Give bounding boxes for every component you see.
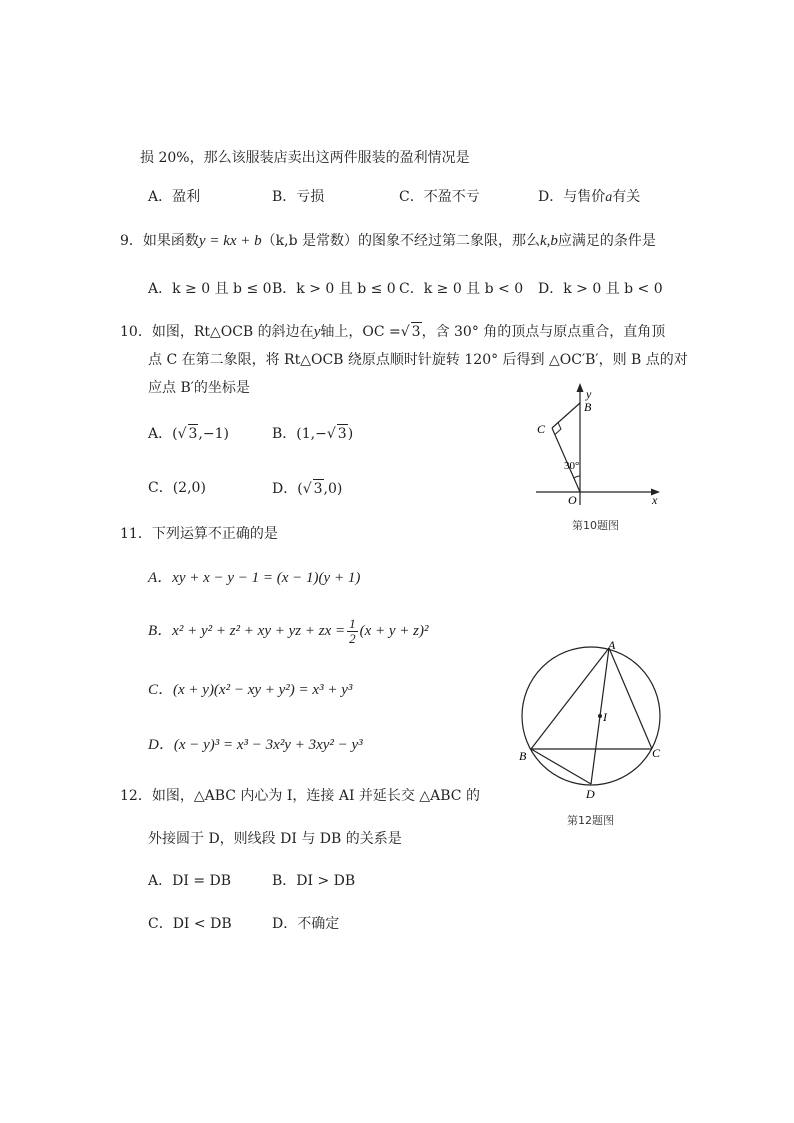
q10-a-sqrt: 3: [188, 426, 198, 442]
q10-l1d: ，含 30° 角的顶点与原点重合，直角顶: [421, 324, 666, 340]
q8-stem-line: 损 20%，那么该服装店卖出这两件服装的盈利情况是: [140, 150, 470, 166]
q9-vars: k,b: [540, 233, 558, 249]
q9-option-a: A．k ≥ 0 且 b ≤ 0: [148, 281, 272, 297]
q12-option-c: C．DI < DB: [148, 916, 232, 932]
fig12-label-i: I: [603, 710, 607, 724]
q9-option-d: D．k > 0 且 b < 0: [538, 281, 663, 297]
fig10-label-o: O: [568, 493, 577, 507]
fig12-circumcircle: [522, 647, 660, 785]
fig12-side-ac: [609, 648, 652, 749]
q10-a-post: ,−1): [198, 426, 229, 442]
figure-12: [514, 636, 674, 806]
q11-stem: 11．下列运算不正确的是: [120, 526, 278, 542]
q10-b-post: ): [347, 426, 354, 442]
q8-option-d: [538, 188, 640, 207]
q9-option-b: B．k > 0 且 b ≤ 0: [272, 281, 396, 297]
fig12-label-b: B: [519, 749, 527, 763]
q12-option-a: A．DI = DB: [148, 873, 232, 889]
q11-b-num: 1: [349, 616, 356, 631]
q11-option-d: D．(x − y)³ = x³ − 3x²y + 3xy² − y³: [148, 737, 363, 753]
fig10-label-y: y: [586, 387, 592, 401]
q10-a-pre: A．(: [148, 426, 178, 442]
q8-d-var: a: [605, 190, 613, 205]
q11-option-b: [148, 617, 429, 646]
q10-line-3: 应点 B′的坐标是: [148, 380, 250, 396]
q11-b-fraction: [347, 617, 358, 646]
fig10-label-x: x: [652, 493, 658, 507]
fig10-caption: 第10题图: [572, 519, 619, 532]
q10-l1b: y: [313, 324, 321, 340]
q9-stem-mid: （k,b 是常数）的图象不经过第二象限，那么: [261, 233, 540, 249]
q12-line-2: 外接圆于 D，则线段 DI 与 DB 的关系是: [148, 831, 402, 847]
q12-option-b: B．DI > DB: [272, 873, 356, 889]
q8-d-prefix: D．与售价: [538, 189, 606, 205]
q10-option-b: B．(1,−√ 3): [272, 426, 354, 442]
q11-b-post: (x + y + z)²: [359, 622, 429, 639]
figure-10: [530, 380, 670, 510]
q10-line-1: [120, 322, 665, 341]
fig12-caption: 第12题图: [567, 814, 614, 827]
q10-l1a: 10．如图，Rt△OCB 的斜边在: [120, 324, 314, 340]
fig12-label-c: C: [652, 746, 661, 760]
fig10-y-arrow: [577, 383, 584, 392]
q12-line-1: 12．如图，△ABC 内心为 I，连接 AI 并延长交 △ABC 的: [120, 788, 480, 804]
q8-d-suffix: 有关: [612, 189, 641, 205]
fig12-label-a: A: [608, 638, 616, 652]
q8-option-b: B．亏损: [272, 189, 325, 205]
q8-option-c: C．不盈不亏: [399, 189, 480, 205]
fig10-angle-arc: [574, 476, 580, 478]
q10-b-sqrt: 3: [337, 426, 347, 442]
q10-option-c: C．(2,0): [148, 480, 206, 496]
q10-d-pre: D．(: [272, 481, 303, 497]
q12-option-d: D．不确定: [272, 916, 340, 932]
q9-stem-suffix: 应满足的条件是: [557, 233, 656, 249]
q10-sqrt: √ 3: [400, 324, 421, 340]
q10-option-a: A．(√ 3,−1): [148, 426, 229, 442]
q9-stem: [120, 232, 656, 250]
q9-option-c: C．k ≥ 0 且 b < 0: [399, 281, 524, 297]
q10-d-sqrt: 3: [313, 481, 323, 497]
q10-option-d: D．(√ 3,0): [272, 481, 343, 497]
fig10-label-b: B: [584, 400, 592, 414]
fig10-label-angle: 30°: [564, 460, 580, 472]
q10-l1c: 轴上，OC =: [320, 324, 401, 340]
q11-option-a: A．xy + x − y − 1 = (x − 1)(y + 1): [148, 570, 361, 586]
fig12-label-d: D: [586, 787, 595, 801]
fig10-label-c: C: [537, 422, 546, 436]
q11-b-pre: B．x² + y² + z² + xy + yz + zx =: [148, 622, 346, 639]
q10-b-pre: B．(1,−: [272, 426, 327, 442]
q10-d-post: ,0): [323, 481, 343, 497]
fig10-side-cb: [552, 403, 580, 428]
q10-line-2: 点 C 在第二象限，将 Rt△OCB 绕原点顺时针旋转 120° 后得到 △OC′B′，则 B 点的对: [148, 352, 688, 368]
q9-stem-prefix: 9．如果函数: [120, 233, 199, 249]
q11-b-den: 2: [349, 631, 356, 646]
q9-formula: y = kx + b: [198, 233, 262, 249]
q11-option-c: C．(x + y)(x² − xy + y²) = x³ + y³: [148, 682, 353, 698]
q8-option-a: A．盈利: [148, 189, 201, 205]
q10-sqrt-value: 3: [411, 324, 421, 340]
fig12-incenter-dot: [598, 714, 602, 718]
